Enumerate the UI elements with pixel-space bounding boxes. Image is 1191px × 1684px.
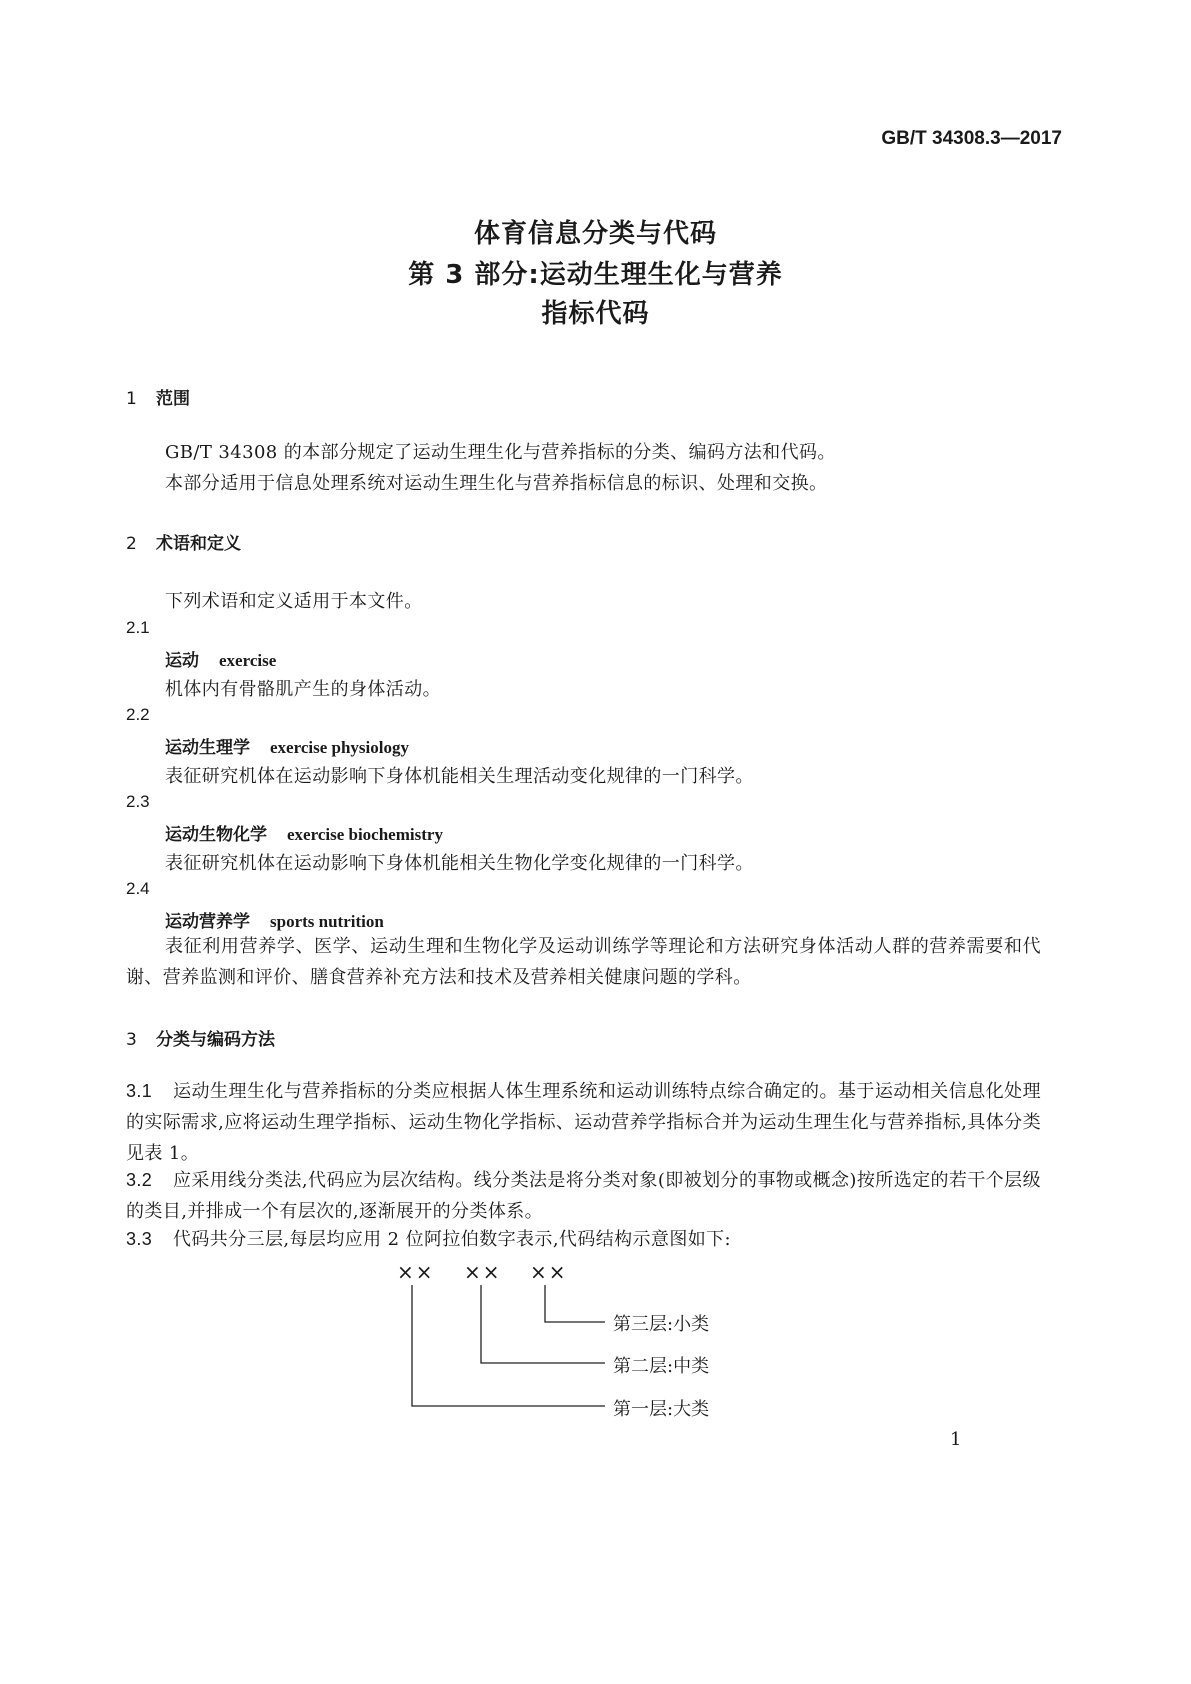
term-en: sports nutrition xyxy=(270,912,384,931)
section-1-number: 1 xyxy=(126,389,137,409)
clause-number: 3.1 xyxy=(126,1081,153,1101)
term-en: exercise biochemistry xyxy=(287,825,443,844)
term-number: 2.4 xyxy=(126,879,150,898)
connector-level-1 xyxy=(412,1285,605,1406)
term-cn: 运动 xyxy=(165,651,199,671)
connector-level-2 xyxy=(481,1285,605,1363)
level-3-label: 第三层:小类 xyxy=(613,1314,710,1335)
term-cn: 运动生物化学 xyxy=(165,825,267,845)
term-number: 2.3 xyxy=(126,792,150,811)
title-line-3: 指标代码 xyxy=(541,299,650,329)
title-line-1: 体育信息分类与代码 xyxy=(473,219,717,249)
term-cn: 运动营养学 xyxy=(165,912,250,932)
level-2-label: 第二层:中类 xyxy=(613,1356,710,1377)
connector-level-3 xyxy=(545,1285,605,1322)
title-line-2: 第 3 部分:运动生理生化与营养 xyxy=(408,260,783,290)
clause-text: 代码共分三层,每层均应用 2 位阿拉伯数字表示,代码结构示意图如下: xyxy=(173,1229,732,1250)
code-mark-level-2: ×× xyxy=(464,1260,502,1284)
term-definition: 表征研究机体在运动影响下身体机能相关生理活动变化规律的一门科学。 xyxy=(165,766,754,787)
section-3-title: 分类与编码方法 xyxy=(156,1030,275,1050)
section-2-title: 术语和定义 xyxy=(156,534,241,554)
standard-code: GB/T 34308.3—2017 xyxy=(881,128,1062,149)
term-definition: 表征利用营养学、医学、运动生理和生物化学及运动训练学等理论和方法研究身体活动人群的营养需要和代谢、营养监测和评价、膳食营养补充方法和技术及营养相关健康问题的学科。 xyxy=(126,936,1041,988)
section-1-para-2: 本部分适用于信息处理系统对运动生理生化与营养指标信息的标识、处理和交换。 xyxy=(165,473,828,494)
term-definition: 机体内有骨骼肌产生的身体活动。 xyxy=(165,679,441,700)
clause-text: 运动生理生化与营养指标的分类应根据人体生理系统和运动训练特点综合确定的。基于运动相关信息化处理的实际需求,应将运动生理学指标、运动生物化学指标、运动营养学指标合并为运动生理生化与营养指标,具体分类见表 1。 xyxy=(126,1081,1041,1164)
term-cn: 运动生理学 xyxy=(165,738,250,758)
section-3-number: 3 xyxy=(126,1030,137,1050)
section-1-title: 范围 xyxy=(156,389,190,409)
clause-number: 3.2 xyxy=(126,1170,153,1190)
term-en: exercise xyxy=(219,651,277,670)
level-1-label: 第一层:大类 xyxy=(613,1399,710,1420)
clause-text: 应采用线分类法,代码应为层次结构。线分类法是将分类对象(即被划分的事物或概念)按所选定的若干个层级的类目,并排成一个有层次的,逐渐展开的分类体系。 xyxy=(126,1170,1041,1222)
term-number: 2.2 xyxy=(126,705,150,724)
page-number: 1 xyxy=(950,1429,962,1450)
code-mark-level-3: ×× xyxy=(530,1260,568,1284)
section-1-para-1: GB/T 34308 的本部分规定了运动生理生化与营养指标的分类、编码方法和代码。 xyxy=(165,442,836,463)
clause-number: 3.3 xyxy=(126,1229,153,1249)
section-2-number: 2 xyxy=(126,534,137,554)
code-mark-level-1: ×× xyxy=(397,1260,435,1284)
section-2-intro: 下列术语和定义适用于本文件。 xyxy=(165,591,423,612)
term-definition: 表征研究机体在运动影响下身体机能相关生物化学变化规律的一门科学。 xyxy=(165,853,754,874)
term-en: exercise physiology xyxy=(270,738,409,757)
term-number: 2.1 xyxy=(126,618,150,637)
